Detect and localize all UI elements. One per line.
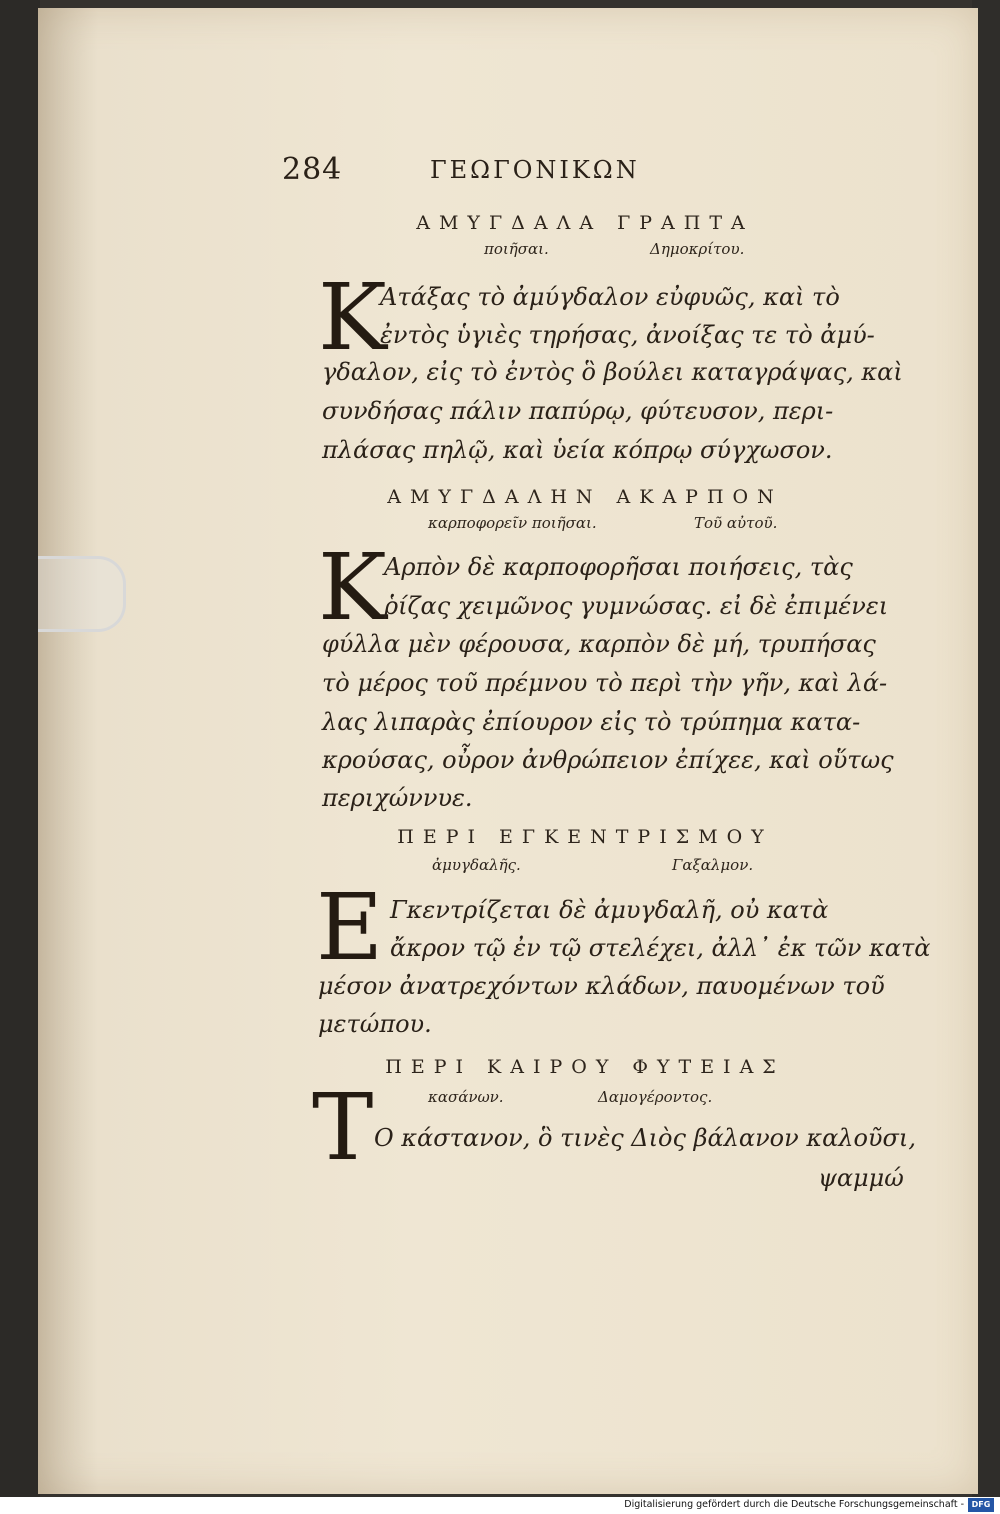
section-subtitle-left: ἀμυγδαλῆς. [432, 856, 521, 874]
section-subtitle-right: Δημοκρίτου. [650, 240, 745, 258]
text-line: ῥίζας χειμῶνος γυμνώσας. εἰ δὲ ἐπιμένει [384, 592, 889, 620]
section-subtitle-right: Δαμογέροντος. [598, 1088, 713, 1106]
text-line: κρούσας, οὖρον ἀνθρώπειον ἐπίχεε, καὶ οὕτως [322, 746, 894, 774]
section-heading: ΠΕΡΙ ΚΑΙΡΟΥ ΦΥΤΕΙΑΣ [385, 1056, 785, 1078]
text-line: πλάσας πηλῷ, καὶ ὑεία κόπρῳ σύγχωσον. [322, 436, 833, 464]
text-line: Ο κάστανον, ὃ τινὲς Διὸς βάλανον καλοῦσι, [374, 1124, 916, 1152]
drop-initial: E [316, 874, 384, 981]
section-subtitle-left: ποιῆσαι. [484, 240, 549, 258]
running-title: ΓΕΩΓΟΝΙΚΩΝ [430, 156, 640, 184]
text-line: Αρπὸν δὲ καρποφορῆσαι ποιήσεις, τὰς [384, 553, 853, 581]
text-line: Ατάξας τὸ ἀμύγδαλον εὐφυῶς, καὶ τὸ [380, 283, 840, 311]
text-line: τὸ μέρος τοῦ πρέμνου τὸ περὶ τὴν γῆν, καὶ λά- [322, 669, 888, 697]
text-line: ἄκρον τῷ ἐν τῷ στελέχει, ἀλλ᾽ ἐκ τῶν κατὰ [390, 934, 931, 962]
section-subtitle-right: Γαξαλμον. [672, 856, 754, 874]
text-line: μέσον ἀνατρεχόντων κλάδων, παυομένων τοῦ [318, 972, 885, 1000]
footer-credit: Digitalisierung gefördert durch die Deutsche Forschungsgemeinschaft - [624, 1499, 964, 1510]
gutter-shadow [38, 8, 98, 1494]
text-line: συνδήσας πάλιν παπύρῳ, φύτευσον, περι- [322, 397, 834, 425]
section-subtitle-left: κασάνων. [428, 1088, 504, 1106]
book-board-left [0, 0, 40, 1497]
text-line: Γκεντρίζεται δὲ ἀμυγδαλῆ, οὐ κατὰ [390, 896, 829, 924]
footer-bar [0, 1497, 1000, 1514]
drop-initial: T [312, 1074, 374, 1181]
text-line: ἐντὸς ὑγιὲς τηρήσας, ἀνοίξας τε τὸ ἀμύ- [380, 321, 875, 349]
running-head [282, 152, 782, 192]
catchword: ψαμμώ [818, 1164, 904, 1192]
section-heading: ΑΜΥΓΔΑΛΗΝ ΑΚΑΡΠΟΝ [387, 486, 783, 508]
text-line: φύλλα μὲν φέρουσα, καρπὸν δὲ μή, τρυπήσας [322, 630, 876, 658]
text-line: μετώπου. [318, 1010, 432, 1038]
dfg-logo[interactable]: DFG [968, 1498, 994, 1512]
text-line: γδαλον, εἰς τὸ ἐντὸς ὃ βούλει καταγράψας, καὶ [322, 358, 903, 386]
page-clip [38, 556, 126, 632]
drop-initial: K [318, 534, 387, 641]
text-line: λας λιπαρὰς ἐπίουρον εἰς τὸ τρύπημα κατα- [322, 708, 861, 736]
section-subtitle-right: Τοῦ αὐτοῦ. [694, 514, 778, 532]
section-heading: ΑΜΥΓΔΑΛΑ ΓΡΑΠΤΑ [416, 212, 754, 234]
drop-initial: K [318, 264, 387, 371]
text-line: περιχώννυε. [322, 784, 473, 812]
page-number: 284 [282, 152, 343, 187]
section-subtitle-left: καρποφορεῖν ποιῆσαι. [428, 514, 597, 532]
section-heading: ΠΕΡΙ ΕΓΚΕΝΤΡΙΣΜΟΥ [397, 826, 773, 848]
